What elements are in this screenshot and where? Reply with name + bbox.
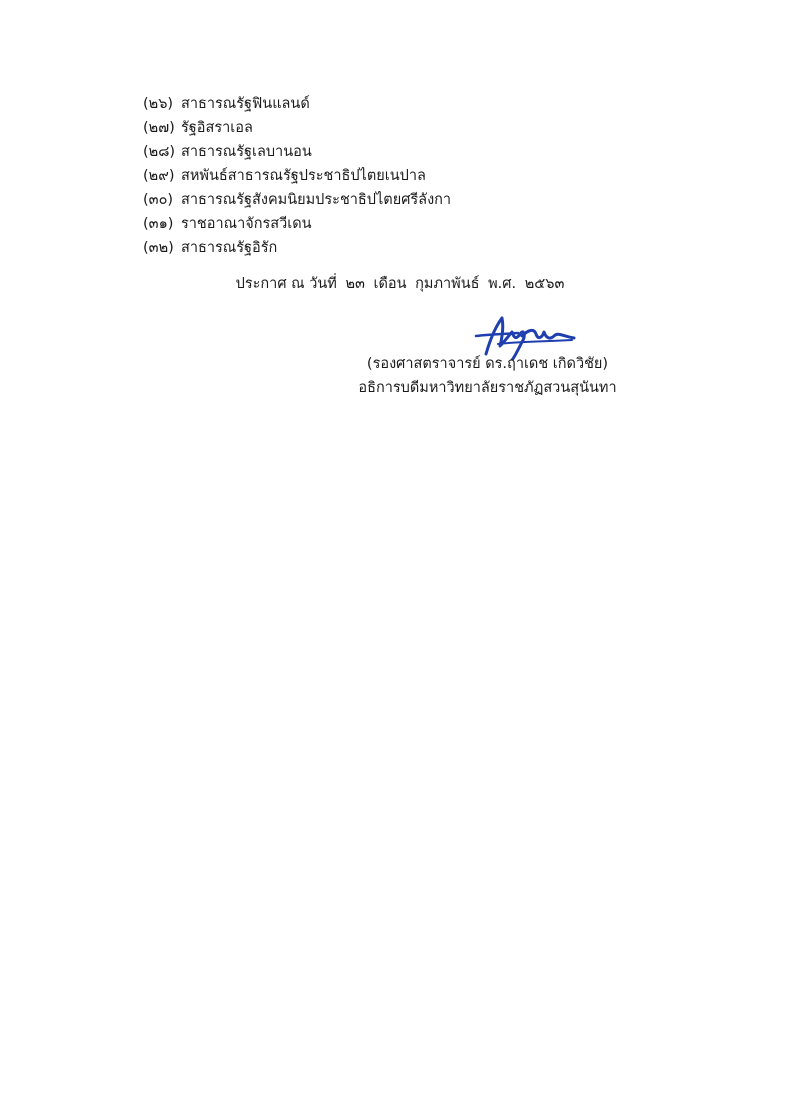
country-list: [143, 92, 451, 260]
item-text: ราชอาณาจักรสวีเดน: [181, 216, 312, 232]
item-number: (๓๑): [143, 216, 174, 232]
signatory-name: (รองศาสตราจารย์ ดร.ฤาเดช เกิดวิชัย): [366, 356, 609, 372]
item-text: สาธารณรัฐอิรัก: [181, 240, 278, 256]
announcement-month: กุมภาพันธ์: [415, 276, 480, 292]
list-item: [143, 212, 451, 236]
list-item: [143, 116, 451, 140]
item-text: สาธารณรัฐฟินแลนด์: [181, 96, 310, 112]
list-item: [143, 188, 451, 212]
item-text: สหพันธ์สาธารณรัฐประชาธิปไตยเนปาล: [181, 168, 426, 184]
announcement-prefix: ประกาศ ณ วันที่: [235, 276, 337, 292]
item-number: (๓๒): [143, 240, 174, 256]
item-number: (๒๙): [143, 168, 175, 184]
item-number: (๒๖): [143, 96, 174, 112]
list-item: [143, 140, 451, 164]
announcement-month-label: เดือน: [373, 276, 407, 292]
item-text: สาธารณรัฐเลบานอน: [181, 144, 312, 160]
list-item: [143, 236, 451, 260]
announcement-day: ๒๓: [345, 276, 365, 292]
signatory-position: อธิการบดีมหาวิทยาลัยราชภัฏสวนสุนันทา: [358, 380, 617, 396]
item-number: (๓๐): [143, 192, 174, 208]
item-text: รัฐอิสราเอล: [181, 120, 253, 136]
announcement-year-label: พ.ศ.: [488, 276, 517, 292]
item-number: (๒๗): [143, 120, 175, 136]
list-item: [143, 164, 451, 188]
list-item: [143, 92, 451, 116]
announcement-year: ๒๕๖๓: [524, 276, 565, 292]
item-number: (๒๘): [143, 144, 176, 160]
announcement-date-line: [0, 272, 800, 296]
item-text: สาธารณรัฐสังคมนิยมประชาธิปไตยศรีลังกา: [181, 192, 452, 208]
